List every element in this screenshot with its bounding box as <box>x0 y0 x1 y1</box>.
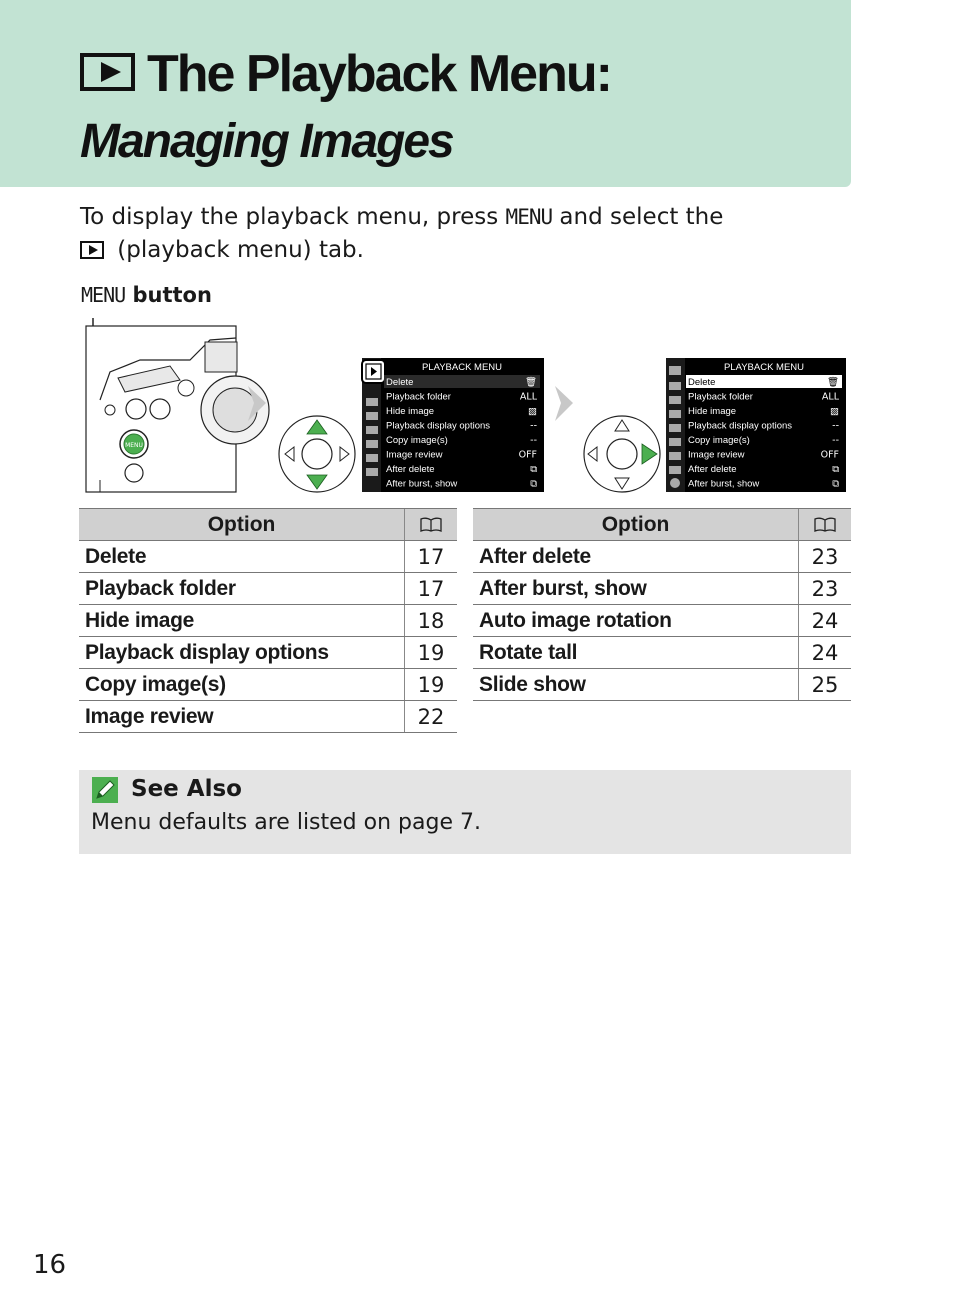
screen-menu-item: After delete <box>688 464 737 475</box>
screen-menu-value: OFF <box>820 449 839 461</box>
menu-illustration <box>0 0 954 500</box>
see-also-text: Menu defaults are listed on page 7. <box>91 810 481 835</box>
screen-menu-value: ⧉ <box>530 464 537 475</box>
option-name: Hide image <box>79 605 405 637</box>
screen-menu-value: 🗑 <box>826 377 839 388</box>
table-row <box>473 605 851 637</box>
screen-menu-item: After burst, show <box>386 478 458 490</box>
screen-menu-value: ALL <box>519 391 537 403</box>
screen-menu-value: ALL <box>821 391 839 403</box>
menu-key-label: MENU <box>505 205 553 229</box>
screen-menu-item: Copy image(s) <box>386 435 448 446</box>
option-page: 23 <box>799 573 851 605</box>
menu-button-label: MENU button <box>81 283 212 307</box>
arrow-right-icon <box>555 386 573 421</box>
pencil-icon <box>91 776 119 804</box>
page-column-header <box>799 509 851 541</box>
screen-title: PLAYBACK MENU <box>723 362 805 373</box>
screen-menu-value: -- <box>832 420 839 432</box>
option-name: Delete <box>79 541 405 573</box>
table-row <box>79 637 457 669</box>
screen-menu-value: OFF <box>518 449 537 461</box>
camera-back-illustration <box>86 326 269 492</box>
intro-paragraph: To display the playback menu, press MENU and select the (playback menu) tab. <box>80 204 724 263</box>
screen-menu-value: -- <box>832 435 839 446</box>
screen-menu-value: ⧉ <box>530 478 537 490</box>
table-row <box>473 541 851 573</box>
table-row <box>79 541 457 573</box>
screen-menu-item: After burst, show <box>688 478 760 490</box>
screen-menu-item: After delete <box>386 464 435 475</box>
screen-menu-item: Playback folder <box>688 391 753 403</box>
option-column-header: Option <box>473 509 799 541</box>
table-row <box>79 669 457 701</box>
table-row <box>79 573 457 605</box>
screen-menu-item: Playback folder <box>386 391 451 403</box>
option-page: 24 <box>799 605 851 637</box>
multi-selector-up-down <box>279 416 355 492</box>
table-row <box>473 637 851 669</box>
screen-menu-value: 🗑 <box>524 377 537 388</box>
option-name: Auto image rotation <box>473 605 799 637</box>
option-name: After delete <box>473 541 799 573</box>
option-page: 24 <box>799 637 851 669</box>
table-row <box>79 701 457 733</box>
table-row <box>473 669 851 701</box>
option-name: Copy image(s) <box>79 669 405 701</box>
screen-menu-item: Hide image <box>688 406 737 417</box>
option-name: Playback display options <box>79 637 405 669</box>
screen-menu-value: ▧ <box>830 406 839 417</box>
options-table-left <box>79 508 457 733</box>
screen-menu-value: ⧉ <box>832 478 839 490</box>
screen-menu-item: Image review <box>688 449 745 461</box>
screen-title: PLAYBACK MENU <box>421 362 503 373</box>
see-also-box <box>79 770 851 854</box>
page-column-header <box>405 509 457 541</box>
options-table-right <box>473 508 851 701</box>
option-name: Rotate tall <box>473 637 799 669</box>
screen-menu-value: ▧ <box>528 406 537 417</box>
screen-menu-item: Playback display options <box>688 420 793 432</box>
screen-menu-value: -- <box>530 420 537 432</box>
screen-menu-item: Delete <box>688 377 716 388</box>
chapter-subtitle: Managing Images <box>80 115 453 168</box>
option-page: 18 <box>405 605 457 637</box>
option-page: 17 <box>405 541 457 573</box>
see-also-title: See Also <box>131 776 242 802</box>
book-icon <box>420 517 442 532</box>
screen-menu-item: Delete <box>386 377 414 388</box>
option-page: 19 <box>405 669 457 701</box>
screen-menu-value: -- <box>530 435 537 446</box>
multi-selector-right <box>584 416 660 492</box>
page-number: 16 <box>33 1250 67 1280</box>
table-row <box>473 573 851 605</box>
screen-menu-item: Playback display options <box>386 420 491 432</box>
option-name: Image review <box>79 701 405 733</box>
table-row <box>79 605 457 637</box>
svg-text:MENU: MENU <box>125 442 143 449</box>
chapter-title-text: The Playback Menu: <box>147 45 611 103</box>
screen-menu-item: Copy image(s) <box>688 435 750 446</box>
screen-menu-item: Image review <box>386 449 443 461</box>
option-name: Slide show <box>473 669 799 701</box>
book-icon <box>814 517 836 532</box>
option-column-header: Option <box>79 509 405 541</box>
option-name: Playback folder <box>79 573 405 605</box>
option-page: 22 <box>405 701 457 733</box>
screen-menu-item: Hide image <box>386 406 435 417</box>
option-name: After burst, show <box>473 573 799 605</box>
option-page: 19 <box>405 637 457 669</box>
option-page: 23 <box>799 541 851 573</box>
option-page: 25 <box>799 669 851 701</box>
option-page: 17 <box>405 573 457 605</box>
screen-menu-value: ⧉ <box>832 464 839 475</box>
